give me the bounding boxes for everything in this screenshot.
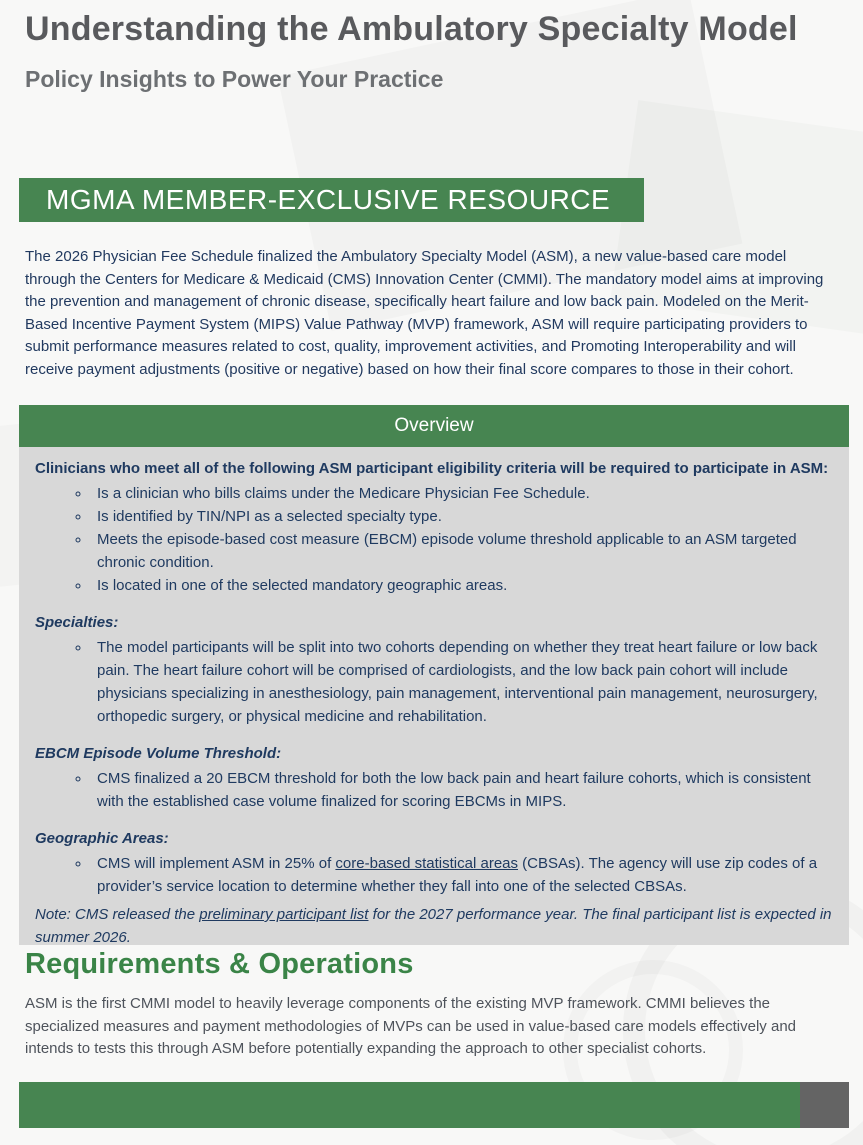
note-text: Note: CMS released the — [35, 906, 200, 923]
cbsa-link[interactable]: core-based statistical areas — [335, 855, 519, 872]
eligibility-list — [35, 482, 833, 597]
section-bar-green-cell — [19, 1082, 800, 1128]
list-item: ◦ Is located in one of the selected mandatory geographic areas. — [91, 574, 833, 597]
list-item — [91, 852, 833, 898]
page-subtitle: Policy Insights to Power Your Practice — [25, 66, 444, 92]
specialties-heading: Specialties: — [35, 614, 119, 631]
requirements-paragraph: ASM is the first CMMI model to heavily leverage components of the existing MVP framework. CMMI believes the specialized measures and payment methodologies of MVPs can be used in value-based care models effectively and intends to tests this through ASM before potentially expanding the approach to other specialist cohorts. — [25, 995, 796, 1057]
list-item: ◦ Is a clinician who bills claims under the Medicare Physician Fee Schedule. — [91, 482, 833, 505]
list-item: ◦ CMS finalized a 20 EBCM threshold for both the low back pain and heart failure cohorts, which is consistent with the established case volume finalized for scoring EBCMs in MIPS. — [91, 767, 833, 813]
list-item: ◦ The model participants will be split into two cohorts depending on whether they treat heart failure or low back pain. The heart failure cohort will be comprised of cardiologists, and the low back pain cohort will include physicians specializing in anesthesiology, pain management, interventional pain management, neurosurgery, orthopedic surgery, or physical medicine and rehabilitation. — [91, 636, 833, 728]
overview-box — [19, 405, 849, 945]
list-item: ◦ Is identified by TIN/NPI as a selected specialty type. — [91, 505, 833, 528]
note-text: for the 2027 performance year. The final participant list is expected in summer 2026. — [35, 906, 832, 945]
overview-box-header: Overview — [19, 405, 849, 447]
overview-box-body — [19, 447, 849, 945]
geo-bullet-text: CMS will implement ASM in 25% of — [97, 855, 336, 872]
specialties-list — [35, 636, 833, 728]
ebcm-threshold-list — [35, 767, 833, 813]
list-item: ◦ Meets the episode-based cost measure (EBCM) episode volume threshold applicable to an ASM targeted chronic condition. — [91, 528, 833, 574]
requirements-operations-heading: Requirements & Operations — [25, 948, 414, 980]
section-bar-gray-cell — [800, 1082, 849, 1128]
geographic-areas-list — [35, 852, 833, 898]
member-exclusive-banner: MGMA MEMBER-EXCLUSIVE RESOURCE — [19, 178, 644, 222]
preliminary-participant-list-link[interactable]: preliminary participant list — [199, 906, 369, 923]
geographic-areas-heading: Geographic Areas: — [35, 830, 169, 847]
title-block — [25, 6, 825, 93]
eligibility-lead: Clinicians who meet all of the following ASM participant eligibility criteria will be required to participate in ASM: — [35, 460, 829, 477]
geo-bullet-text: (CBSAs). The agency will use zip codes of a provider’s service location to determine whether they fall into one of the selected CBSAs. — [97, 855, 818, 895]
ebcm-threshold-heading: EBCM Episode Volume Threshold: — [35, 745, 282, 762]
intro-paragraph: The 2026 Physician Fee Schedule finalized the Ambulatory Specialty Model (ASM), a new value-based care model through the Centers for Medicare & Medicaid (CMS) Innovation Center (CMMI). The mandatory model aims at improving the prevention and management of chronic disease, specifically heart failure and low back pain. Modeled on the Merit-Based Incentive Payment System (MIPS) Value Pathway (MVP) framework, ASM will require participating providers to submit performance measures related to cost, quality, improvement activities, and Promoting Interoperability and will receive payment adjustments (positive or negative) based on how their final score compares to those in their cohort. — [25, 248, 824, 378]
participant-list-note — [35, 903, 833, 945]
cutoff-section-header-bar — [19, 1082, 849, 1128]
page-title: Understanding the Ambulatory Specialty Model — [25, 10, 798, 48]
